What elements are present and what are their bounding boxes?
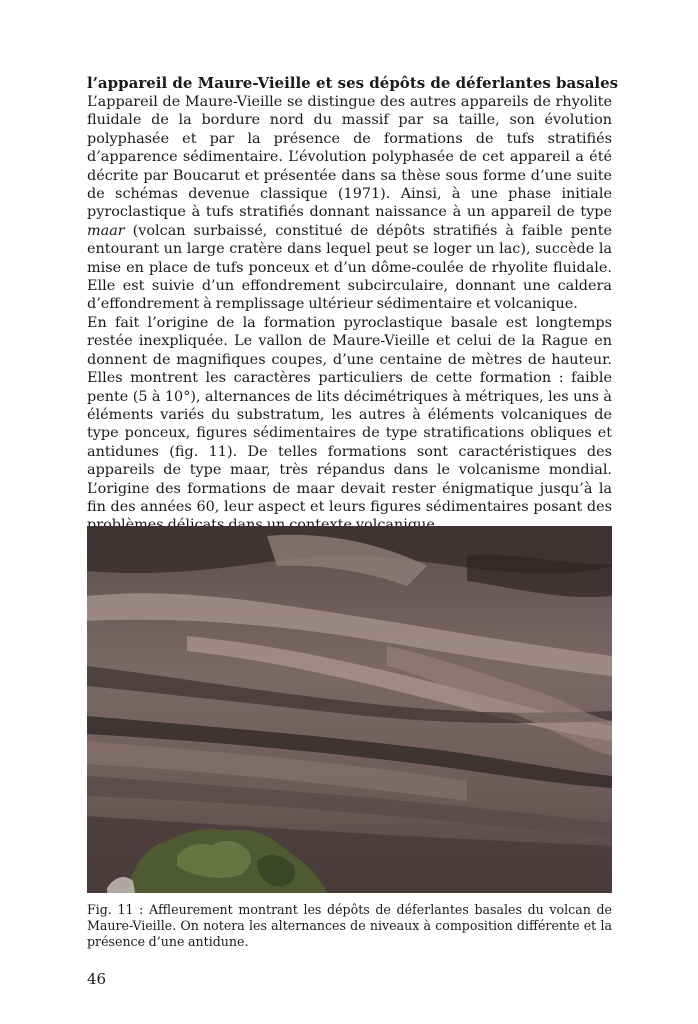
section-heading: l’appareil de Maure-Vieille et ses dépôts de déferlantes basales xyxy=(87,74,619,92)
paragraph-1-italic-term: maar xyxy=(87,222,125,239)
paragraph-1-text-b: (volcan surbaissé, constitué de dépôts stratifiés à faible pente entourant un large cratère dans lequel peut se loger un lac), succède la mise en place de tufs ponceux et d’un dôme-coulée de rhyolite fluidale. Elle est suivie d’un effondrement subcirculaire, donnant une caldera d’effondrement à remplissage ultérieur sédimentaire et volcanique. xyxy=(87,222,612,313)
text-column xyxy=(87,74,619,535)
page-number: 46 xyxy=(87,970,107,988)
paragraph-2: En fait l’origine de la formation pyroclastique basale est longtemps restée inexpliquée. Le vallon de Maure-Vieille et celui de la Rague en donnent de magnifiques coupes, d’une centaine de mètres de hauteur. Elles montrent les caractères particuliers de cette formation : faible pente (5 à 10°), alternances de lits décimétriques à métriques, les uns à éléments variés du substratum, les autres à éléments volcaniques de type ponceux, figures sédimentaires de type stratifications obliques et antidunes (fig. 11). De telles formations sont caractéristiques des appareils de type maar, très répandus dans le volcanisme mondial. L’origine des formations de maar devait rester énigmatique jusqu’à la fin des années 60, leur aspect et leurs figures sédimentaires posant des xyxy=(87,314,612,515)
figure-caption: Fig. 11 : Affleurement montrant les dépôts de déferlantes basales du volcan de Maure-Vieille. On notera les alternances de niveaux à composition différente et la présence d’une antidune. xyxy=(87,902,612,950)
outcrop-photo-illustration xyxy=(87,526,612,893)
outcrop-photo xyxy=(87,526,612,893)
paragraph-1 xyxy=(87,93,612,314)
paragraph-1-text-a: L’appareil de Maure-Vieille se distingue des autres appareils de rhyolite fluidale de la bordure nord du massif par sa taille, son évolution polyphasée et par la présence de formations de tufs stratifiés d’apparence sédimentaire. L’évolution polyphasée de cet appareil a été décrite par Boucarut et présentée dans sa thèse sous forme d’une suite de schémas devenue classique (1971). Ainsi, à une phase initiale pyroclastique à tufs stratifiés donnant naissance à un appareil de type xyxy=(87,94,612,221)
